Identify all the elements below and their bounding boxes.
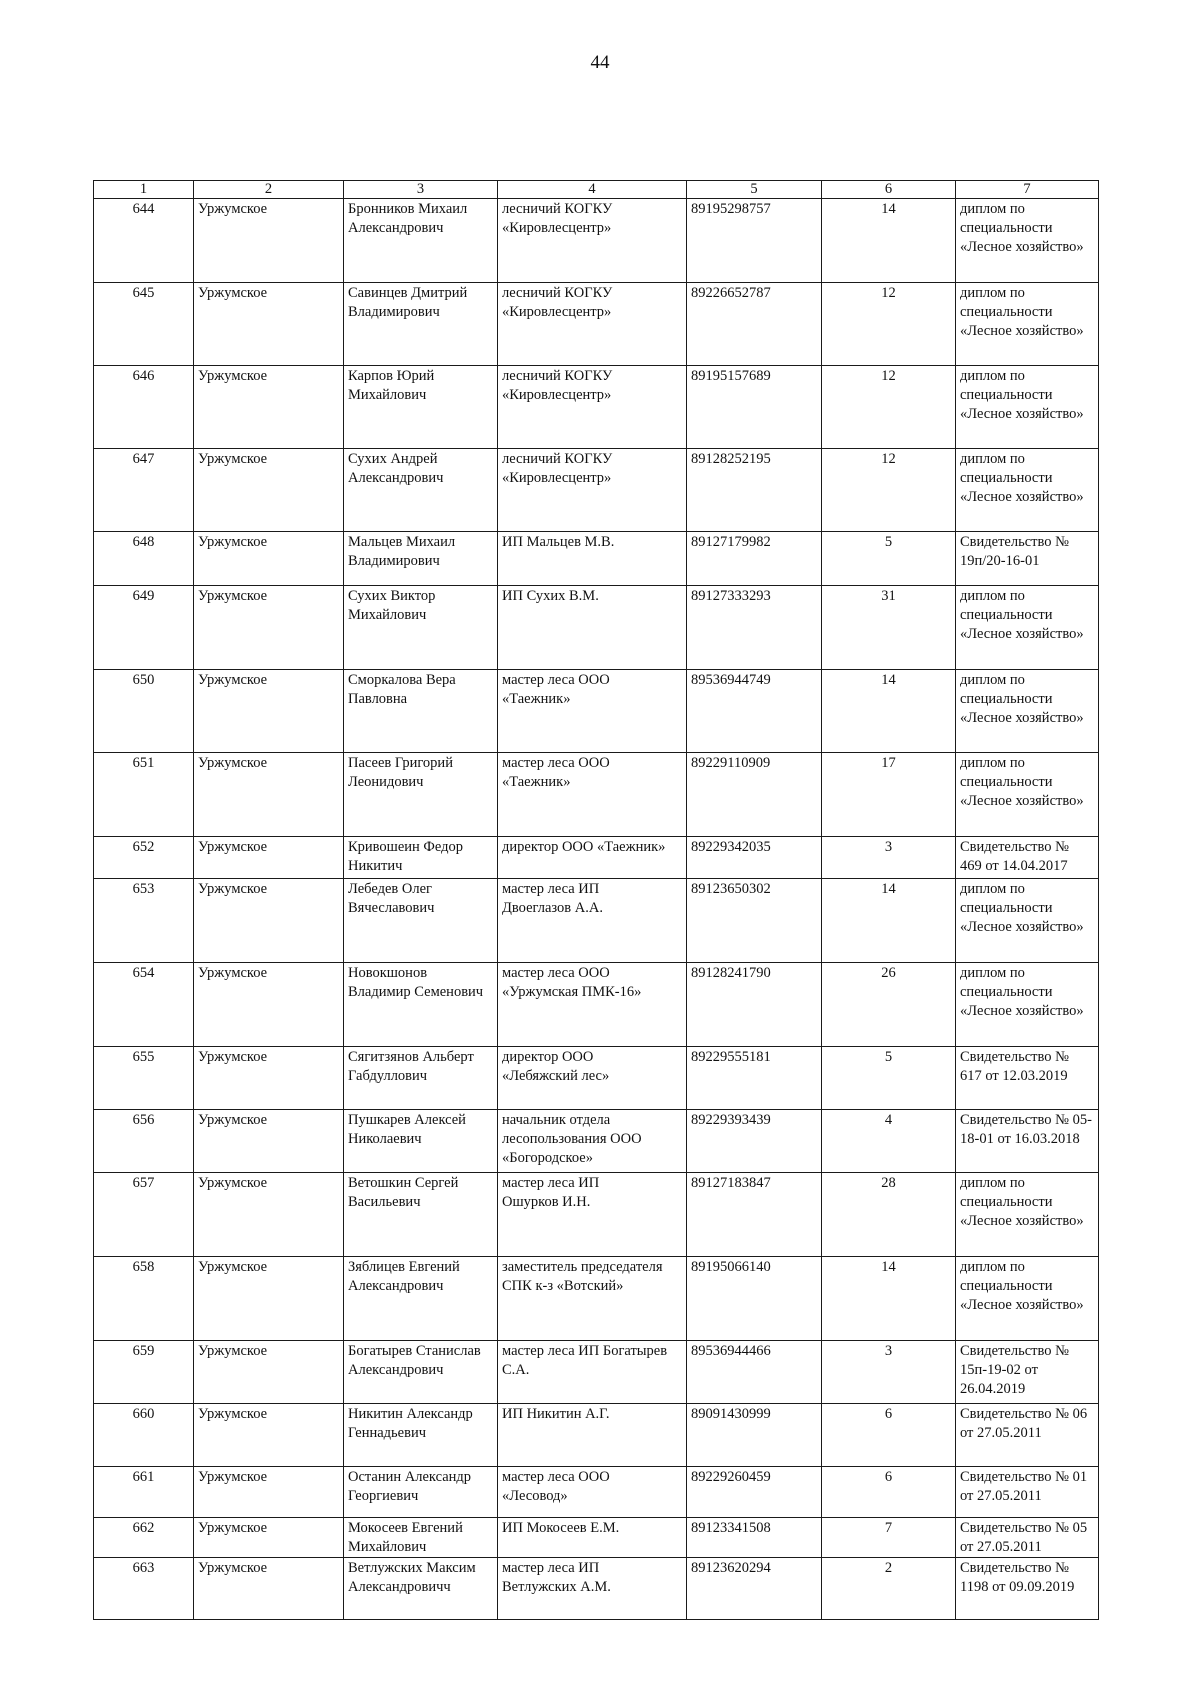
table-row [94, 1558, 1099, 1620]
table-row [94, 1257, 1099, 1341]
document-line: специальности [960, 220, 1053, 236]
row-number-cell: 651 [94, 753, 194, 837]
document-cell [956, 879, 1099, 963]
position-cell [498, 1518, 687, 1558]
phone-cell: 89127183847 [687, 1173, 822, 1257]
row-number-cell: 647 [94, 449, 194, 532]
name-cell [344, 1173, 498, 1257]
phone-cell: 89229555181 [687, 1047, 822, 1110]
document-cell [956, 449, 1099, 532]
position-cell [498, 1173, 687, 1257]
document-cell [956, 532, 1099, 586]
name-cell [344, 449, 498, 532]
name-line: Сморкалова Вера [348, 672, 456, 688]
experience-cell: 14 [822, 879, 956, 963]
phone-cell: 89195298757 [687, 199, 822, 283]
district-cell: Уржумское [194, 199, 344, 283]
name-cell [344, 753, 498, 837]
row-number-cell: 648 [94, 532, 194, 586]
column-header: 3 [344, 181, 498, 199]
column-header: 2 [194, 181, 344, 199]
table-row [94, 1518, 1099, 1558]
position-line: лесопользования ООО [502, 1131, 642, 1147]
experience-cell: 14 [822, 199, 956, 283]
document-line: диплом по [960, 1175, 1025, 1191]
table-row [94, 1047, 1099, 1110]
position-line: лесничий КОГКУ [502, 201, 613, 217]
document-line: специальности [960, 607, 1053, 623]
district-cell: Уржумское [194, 1257, 344, 1341]
name-line: Геннадьевич [348, 1425, 426, 1441]
table-row [94, 283, 1099, 366]
district-cell: Уржумское [194, 1173, 344, 1257]
name-line: Сухих Андрей [348, 451, 438, 467]
name-line: Леонидович [348, 774, 424, 790]
row-number-cell: 655 [94, 1047, 194, 1110]
position-line: мастер леса ООО [502, 1469, 610, 1485]
position-cell [498, 199, 687, 283]
position-cell [498, 283, 687, 366]
column-header: 7 [956, 181, 1099, 199]
name-cell [344, 963, 498, 1047]
name-line: Михайлович [348, 387, 427, 403]
document-line: «Лесное хозяйство» [960, 1213, 1084, 1229]
column-header: 6 [822, 181, 956, 199]
document-line: Свидетельство № [960, 1049, 1069, 1065]
document-line: 15п-19-02 от [960, 1362, 1038, 1378]
name-line: Александрович [348, 220, 444, 236]
experience-cell: 12 [822, 366, 956, 449]
row-number-cell: 662 [94, 1518, 194, 1558]
district-cell: Уржумское [194, 837, 344, 879]
table-row [94, 1467, 1099, 1518]
experience-cell: 5 [822, 532, 956, 586]
name-line: Пасеев Григорий [348, 755, 453, 771]
district-cell: Уржумское [194, 449, 344, 532]
phone-cell: 89229342035 [687, 837, 822, 879]
name-line: Зяблицев Евгений [348, 1259, 460, 1275]
name-line: Сягитзянов Альберт [348, 1049, 474, 1065]
phone-cell: 89091430999 [687, 1404, 822, 1467]
page-number: 44 [590, 52, 610, 73]
document-line: специальности [960, 1194, 1053, 1210]
name-line: Владимирович [348, 304, 440, 320]
position-line: мастер леса ИП [502, 1560, 600, 1576]
row-number-cell: 660 [94, 1404, 194, 1467]
position-cell [498, 837, 687, 879]
document-line: Свидетельство № [960, 1560, 1069, 1576]
position-line: директор ООО «Таежник» [502, 839, 666, 855]
document-cell [956, 1173, 1099, 1257]
document-line: диплом по [960, 672, 1025, 688]
document-line: специальности [960, 984, 1053, 1000]
position-line: ИП Сухих В.М. [502, 588, 599, 604]
name-line: Новокшонов [348, 965, 428, 981]
document-line: 18-01 от 16.03.2018 [960, 1131, 1080, 1147]
position-line: «Богородское» [502, 1150, 593, 1166]
phone-cell: 89127333293 [687, 586, 822, 670]
position-line: лесничий КОГКУ [502, 451, 613, 467]
position-cell [498, 1404, 687, 1467]
row-number-cell: 653 [94, 879, 194, 963]
experience-cell: 6 [822, 1404, 956, 1467]
district-cell: Уржумское [194, 532, 344, 586]
phone-cell: 89229393439 [687, 1110, 822, 1173]
phone-cell: 89536944466 [687, 1341, 822, 1404]
phone-cell: 89226652787 [687, 283, 822, 366]
document-line: специальности [960, 470, 1053, 486]
name-line: Вячеславович [348, 900, 435, 916]
name-line: Владимирович [348, 553, 440, 569]
phone-cell: 89128252195 [687, 449, 822, 532]
row-number-cell: 654 [94, 963, 194, 1047]
document-line: «Лесное хозяйство» [960, 793, 1084, 809]
document-cell [956, 1257, 1099, 1341]
position-cell [498, 753, 687, 837]
document-cell [956, 670, 1099, 753]
position-cell [498, 963, 687, 1047]
name-line: Карпов Юрий [348, 368, 435, 384]
position-line: мастер леса ООО [502, 672, 610, 688]
district-cell: Уржумское [194, 1467, 344, 1518]
phone-cell: 89229110909 [687, 753, 822, 837]
experience-cell: 14 [822, 1257, 956, 1341]
name-cell [344, 283, 498, 366]
position-cell [498, 366, 687, 449]
district-cell: Уржумское [194, 670, 344, 753]
district-cell: Уржумское [194, 1518, 344, 1558]
name-line: Савинцев Дмитрий [348, 285, 468, 301]
name-line: Кривошеин Федор [348, 839, 464, 855]
name-line: Павловна [348, 691, 408, 707]
document-line: диплом по [960, 285, 1025, 301]
document-line: 469 от 14.04.2017 [960, 858, 1068, 874]
name-line: Никитич [348, 858, 403, 874]
table-row [94, 1404, 1099, 1467]
document-line: от 27.05.2011 [960, 1539, 1042, 1555]
district-cell: Уржумское [194, 1558, 344, 1620]
phone-cell: 89195157689 [687, 366, 822, 449]
document-cell [956, 199, 1099, 283]
row-number-cell: 646 [94, 366, 194, 449]
document-cell [956, 1467, 1099, 1518]
document-line: «Лесное хозяйство» [960, 406, 1084, 422]
district-cell: Уржумское [194, 1341, 344, 1404]
document-line: специальности [960, 900, 1053, 916]
header-row [94, 181, 1099, 199]
document-line: диплом по [960, 588, 1025, 604]
registry-body [94, 199, 1099, 1620]
position-cell [498, 1047, 687, 1110]
name-cell [344, 1341, 498, 1404]
name-line: Александрович [348, 1278, 444, 1294]
name-line: Ветлужских Максим [348, 1560, 476, 1576]
position-cell [498, 449, 687, 532]
position-line: ИП Мокосеев Е.М. [502, 1520, 620, 1536]
position-cell [498, 532, 687, 586]
experience-cell: 6 [822, 1467, 956, 1518]
phone-cell: 89127179982 [687, 532, 822, 586]
row-number-cell: 656 [94, 1110, 194, 1173]
position-cell [498, 586, 687, 670]
name-cell [344, 670, 498, 753]
row-number-cell: 657 [94, 1173, 194, 1257]
table-row [94, 449, 1099, 532]
experience-cell: 31 [822, 586, 956, 670]
phone-cell: 89195066140 [687, 1257, 822, 1341]
name-cell [344, 199, 498, 283]
district-cell: Уржумское [194, 283, 344, 366]
table-row [94, 1173, 1099, 1257]
table-row [94, 670, 1099, 753]
position-line: ИП Мальцев М.В. [502, 534, 615, 550]
row-number-cell: 645 [94, 283, 194, 366]
phone-cell: 89536944749 [687, 670, 822, 753]
document-line: специальности [960, 1278, 1053, 1294]
document-line: «Лесное хозяйство» [960, 919, 1084, 935]
row-number-cell: 652 [94, 837, 194, 879]
phone-cell: 89128241790 [687, 963, 822, 1047]
position-cell [498, 879, 687, 963]
position-line: С.А. [502, 1362, 530, 1378]
position-line: мастер леса ИП Богатырев [502, 1343, 668, 1359]
position-cell [498, 1558, 687, 1620]
position-line: мастер леса ИП [502, 1175, 600, 1191]
name-cell [344, 1518, 498, 1558]
document-line: 1198 от 09.09.2019 [960, 1579, 1075, 1595]
document-line: диплом по [960, 368, 1025, 384]
position-line: ИП Никитин А.Г. [502, 1406, 610, 1422]
document-line: 617 от 12.03.2019 [960, 1068, 1068, 1084]
document-cell [956, 963, 1099, 1047]
table-row [94, 1341, 1099, 1404]
document-cell [956, 1404, 1099, 1467]
name-cell [344, 586, 498, 670]
name-line: Александровичч [348, 1579, 451, 1595]
document-line: «Лесное хозяйство» [960, 1297, 1084, 1313]
document-cell [956, 586, 1099, 670]
name-line: Габдуллович [348, 1068, 428, 1084]
position-line: «Кировлесцентр» [502, 387, 612, 403]
position-line: «Кировлесцентр» [502, 470, 612, 486]
experience-cell: 12 [822, 283, 956, 366]
name-cell [344, 366, 498, 449]
position-line: лесничий КОГКУ [502, 368, 613, 384]
document-line: Свидетельство № 06 [960, 1406, 1088, 1422]
name-cell [344, 1404, 498, 1467]
row-number-cell: 644 [94, 199, 194, 283]
column-header: 5 [687, 181, 822, 199]
experience-cell: 12 [822, 449, 956, 532]
document-line: Свидетельство № [960, 839, 1069, 855]
document-cell [956, 837, 1099, 879]
district-cell: Уржумское [194, 963, 344, 1047]
name-line: Лебедев Олег [348, 881, 432, 897]
name-cell [344, 1467, 498, 1518]
table-row [94, 963, 1099, 1047]
document-cell [956, 283, 1099, 366]
document-line: специальности [960, 387, 1053, 403]
document-line: от 27.05.2011 [960, 1425, 1042, 1441]
name-cell [344, 879, 498, 963]
experience-cell: 3 [822, 837, 956, 879]
document-line: Свидетельство № [960, 534, 1069, 550]
row-number-cell: 650 [94, 670, 194, 753]
position-line: «Лебяжский лес» [502, 1068, 610, 1084]
district-cell: Уржумское [194, 753, 344, 837]
name-line: Николаевич [348, 1131, 422, 1147]
document-line: «Лесное хозяйство» [960, 489, 1084, 505]
position-cell [498, 670, 687, 753]
phone-cell: 89123620294 [687, 1558, 822, 1620]
document-line: 26.04.2019 [960, 1381, 1026, 1397]
position-line: СПК к-з «Вотский» [502, 1278, 624, 1294]
document-cell [956, 1047, 1099, 1110]
document-cell [956, 366, 1099, 449]
experience-cell: 7 [822, 1518, 956, 1558]
position-cell [498, 1467, 687, 1518]
position-cell [498, 1110, 687, 1173]
table-row [94, 532, 1099, 586]
phone-cell: 89123341508 [687, 1518, 822, 1558]
position-cell [498, 1257, 687, 1341]
column-header: 1 [94, 181, 194, 199]
document-cell [956, 1558, 1099, 1620]
name-cell [344, 1558, 498, 1620]
district-cell: Уржумское [194, 879, 344, 963]
document-line: «Лесное хозяйство» [960, 710, 1084, 726]
experience-cell: 28 [822, 1173, 956, 1257]
document-line: «Лесное хозяйство» [960, 239, 1084, 255]
document-line: «Лесное хозяйство» [960, 323, 1084, 339]
phone-cell: 89123650302 [687, 879, 822, 963]
document-line: специальности [960, 691, 1053, 707]
table-row [94, 1110, 1099, 1173]
name-line: Мальцев Михаил [348, 534, 456, 550]
document-line: «Лесное хозяйство» [960, 1003, 1084, 1019]
document-line: Свидетельство № 01 [960, 1469, 1088, 1485]
name-cell [344, 1047, 498, 1110]
name-line: Бронников Михаил [348, 201, 468, 217]
document-line: специальности [960, 774, 1053, 790]
experience-cell: 2 [822, 1558, 956, 1620]
name-line: Александрович [348, 1362, 444, 1378]
name-line: Никитин Александр [348, 1406, 473, 1422]
position-line: мастер леса ИП [502, 881, 600, 897]
table-row [94, 366, 1099, 449]
row-number-cell: 658 [94, 1257, 194, 1341]
name-cell [344, 1257, 498, 1341]
position-line: заместитель председателя [502, 1259, 663, 1275]
document-line: диплом по [960, 965, 1025, 981]
name-line: Мокосеев Евгений [348, 1520, 463, 1536]
district-cell: Уржумское [194, 1110, 344, 1173]
district-cell: Уржумское [194, 586, 344, 670]
document-cell [956, 1110, 1099, 1173]
experience-cell: 4 [822, 1110, 956, 1173]
position-line: «Таежник» [502, 691, 571, 707]
document-line: 19п/20-16-01 [960, 553, 1040, 569]
document-line: диплом по [960, 1259, 1025, 1275]
experience-cell: 14 [822, 670, 956, 753]
position-line: Ветлужских А.М. [502, 1579, 611, 1595]
document-line: Свидетельство № 05- [960, 1112, 1092, 1128]
district-cell: Уржумское [194, 1404, 344, 1467]
row-number-cell: 661 [94, 1467, 194, 1518]
name-line: Васильевич [348, 1194, 421, 1210]
position-line: «Уржумская ПМК-16» [502, 984, 642, 1000]
document-cell [956, 1518, 1099, 1558]
table-row [94, 837, 1099, 879]
experience-cell: 3 [822, 1341, 956, 1404]
position-line: «Таежник» [502, 774, 571, 790]
row-number-cell: 659 [94, 1341, 194, 1404]
document-line: диплом по [960, 451, 1025, 467]
name-line: Владимир Семенович [348, 984, 484, 1000]
name-line: Александрович [348, 470, 444, 486]
name-line: Богатырев Станислав [348, 1343, 481, 1359]
district-cell: Уржумское [194, 1047, 344, 1110]
name-line: Останин Александр [348, 1469, 472, 1485]
position-cell [498, 1341, 687, 1404]
document-line: от 27.05.2011 [960, 1488, 1042, 1504]
name-line: Сухих Виктор [348, 588, 436, 604]
document-line: диплом по [960, 201, 1025, 217]
position-line: мастер леса ООО [502, 965, 610, 981]
document-cell [956, 1341, 1099, 1404]
position-line: «Кировлесцентр» [502, 304, 612, 320]
registry-table [93, 180, 1099, 1620]
position-line: начальник отдела [502, 1112, 611, 1128]
position-line: Ошурков И.Н. [502, 1194, 591, 1210]
row-number-cell: 663 [94, 1558, 194, 1620]
experience-cell: 17 [822, 753, 956, 837]
district-cell: Уржумское [194, 366, 344, 449]
column-header: 4 [498, 181, 687, 199]
name-cell [344, 532, 498, 586]
name-cell [344, 837, 498, 879]
document-line: Свидетельство № [960, 1343, 1069, 1359]
name-cell [344, 1110, 498, 1173]
document-line: диплом по [960, 755, 1025, 771]
position-line: Двоеглазов А.А. [502, 900, 603, 916]
name-line: Георгиевич [348, 1488, 419, 1504]
name-line: Михайлович [348, 1539, 427, 1555]
document-line: специальности [960, 304, 1053, 320]
row-number-cell: 649 [94, 586, 194, 670]
document-line: Свидетельство № 05 [960, 1520, 1088, 1536]
phone-cell: 89229260459 [687, 1467, 822, 1518]
position-line: «Кировлесцентр» [502, 220, 612, 236]
table-row [94, 879, 1099, 963]
table-row [94, 753, 1099, 837]
experience-cell: 5 [822, 1047, 956, 1110]
document-line: «Лесное хозяйство» [960, 626, 1084, 642]
name-line: Ветошкин Сергей [348, 1175, 459, 1191]
position-line: «Лесовод» [502, 1488, 568, 1504]
document-line: диплом по [960, 881, 1025, 897]
experience-cell: 26 [822, 963, 956, 1047]
position-line: лесничий КОГКУ [502, 285, 613, 301]
name-line: Пушкарев Алексей [348, 1112, 466, 1128]
position-line: мастер леса ООО [502, 755, 610, 771]
position-line: директор ООО [502, 1049, 594, 1065]
name-line: Михайлович [348, 607, 427, 623]
document-cell [956, 753, 1099, 837]
table-row [94, 586, 1099, 670]
table-row [94, 199, 1099, 283]
